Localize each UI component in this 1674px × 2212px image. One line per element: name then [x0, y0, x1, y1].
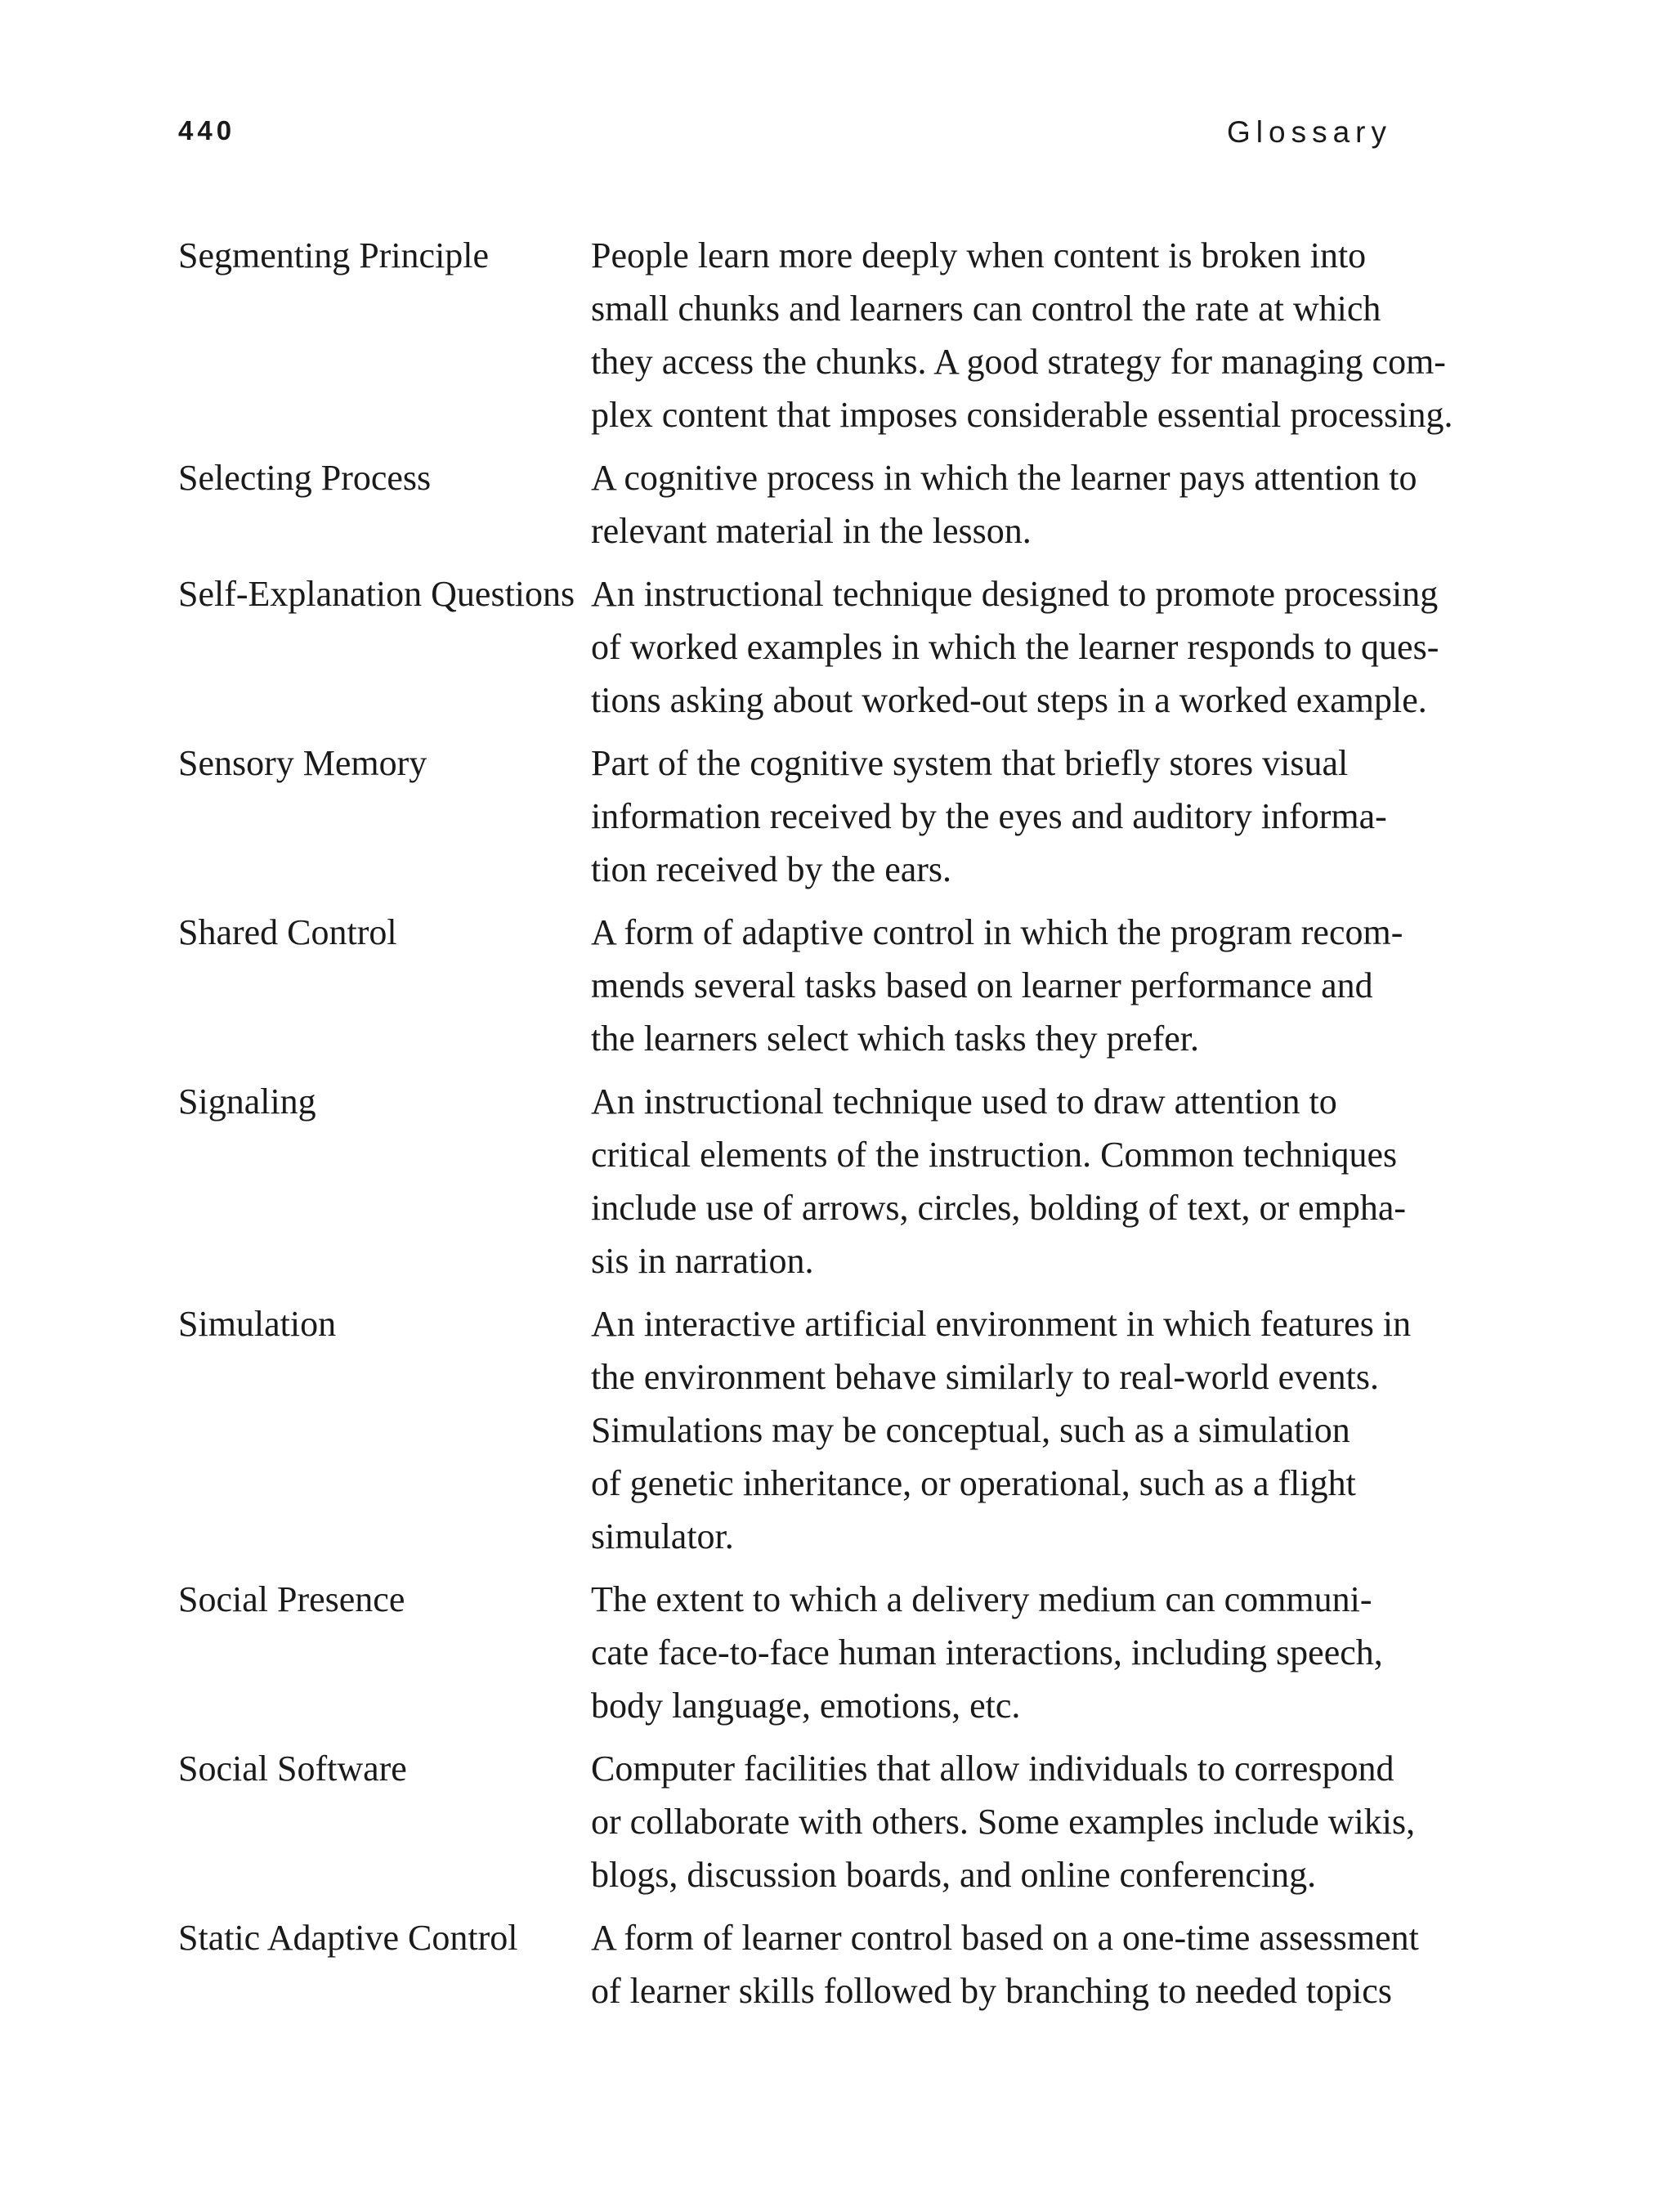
definition-line: of learner skills followed by branching to needed topics	[591, 1971, 1392, 2011]
definition-line: A cognitive process in which the learner pays attention to	[591, 458, 1417, 498]
glossary-entry	[178, 451, 1417, 557]
glossary-definition	[591, 906, 1404, 1065]
glossary-term: Selecting Process	[178, 458, 432, 498]
definition-line: tion received by the ears.	[591, 849, 952, 889]
glossary-term: Sensory Memory	[178, 743, 427, 783]
glossary-term: Simulation	[178, 1304, 337, 1344]
definition-line: blogs, discussion boards, and online conferencing.	[591, 1855, 1317, 1895]
definition-line: An interactive artificial environment in which features in	[591, 1304, 1412, 1344]
glossary-term: Shared Control	[178, 912, 397, 952]
definition-line: An instructional technique used to draw attention to	[591, 1081, 1337, 1122]
definition-line: body language, emotions, etc.	[591, 1686, 1021, 1726]
page-number: 440	[178, 115, 236, 146]
glossary-term: Self-Explanation Questions	[178, 574, 575, 614]
glossary-term: Signaling	[178, 1081, 316, 1122]
definition-line: of genetic inheritance, or operational, such as a flight	[591, 1463, 1356, 1503]
definition-line: An instructional technique designed to promote processing	[591, 574, 1439, 614]
glossary-definition	[591, 1742, 1416, 1901]
glossary-entry	[178, 737, 1404, 896]
definition-line: the learners select which tasks they prefer.	[591, 1019, 1200, 1059]
definition-line: mends several tasks based on learner performance and	[591, 965, 1373, 1005]
glossary-entry	[178, 1075, 1407, 1287]
definition-line: the environment behave similarly to real-world events.	[591, 1357, 1380, 1397]
glossary-list	[178, 229, 1453, 2027]
glossary-definition	[591, 1297, 1412, 1563]
definition-line: plex content that imposes considerable essential processing.	[591, 395, 1453, 435]
glossary-definition	[591, 1075, 1407, 1287]
definition-line: Part of the cognitive system that briefly stores visual	[591, 743, 1349, 783]
glossary-definition	[591, 737, 1404, 896]
glossary-entry	[178, 906, 1404, 1065]
glossary-definition	[591, 451, 1417, 557]
definition-line: People learn more deeply when content is broken into	[591, 235, 1367, 275]
glossary-entry	[178, 567, 1439, 727]
definition-line: simulator.	[591, 1516, 734, 1556]
definition-line: Simulations may be conceptual, such as a simulation	[591, 1410, 1350, 1450]
glossary-definition	[591, 1573, 1404, 1732]
definition-line: information received by the eyes and auditory informa-	[591, 796, 1387, 836]
definition-line: small chunks and learners can control the rate at which	[591, 289, 1381, 329]
definition-line: critical elements of the instruction. Common techniques	[591, 1135, 1398, 1175]
definition-line: A form of learner control based on a one-time assessment	[591, 1918, 1419, 1958]
glossary-definition	[591, 567, 1439, 727]
definition-line: A form of adaptive control in which the program recom-	[591, 912, 1403, 952]
definition-line: Computer facilities that allow individuals to correspond	[591, 1749, 1394, 1789]
definition-line: of worked examples in which the learner responds to ques-	[591, 627, 1439, 667]
glossary-definition	[591, 1911, 1419, 2017]
definition-line: cate face-to-face human interactions, including speech,	[591, 1632, 1383, 1672]
definition-line: relevant material in the lesson.	[591, 511, 1032, 551]
definition-line: tions asking about worked-out steps in a worked example.	[591, 680, 1427, 720]
glossary-entry	[178, 1573, 1404, 1732]
glossary-term: Static Adaptive Control	[178, 1918, 518, 1958]
definition-line: include use of arrows, circles, bolding of text, or empha-	[591, 1188, 1407, 1228]
glossary-entry	[178, 1742, 1416, 1901]
glossary-entry	[178, 229, 1453, 441]
glossary-entry	[178, 1297, 1412, 1563]
glossary-term: Social Presence	[178, 1579, 405, 1619]
definition-line: or collaborate with others. Some examples include wikis,	[591, 1802, 1416, 1842]
definition-line: The extent to which a delivery medium can communi-	[591, 1579, 1372, 1619]
glossary-term: Segmenting Principle	[178, 235, 490, 275]
glossary-definition	[591, 229, 1453, 441]
glossary-entry	[178, 1911, 1419, 2017]
running-head: Glossary	[1227, 115, 1392, 149]
definition-line: sis in narration.	[591, 1241, 814, 1281]
glossary-term: Social Software	[178, 1749, 407, 1789]
definition-line: they access the chunks. A good strategy for managing com-	[591, 342, 1446, 382]
